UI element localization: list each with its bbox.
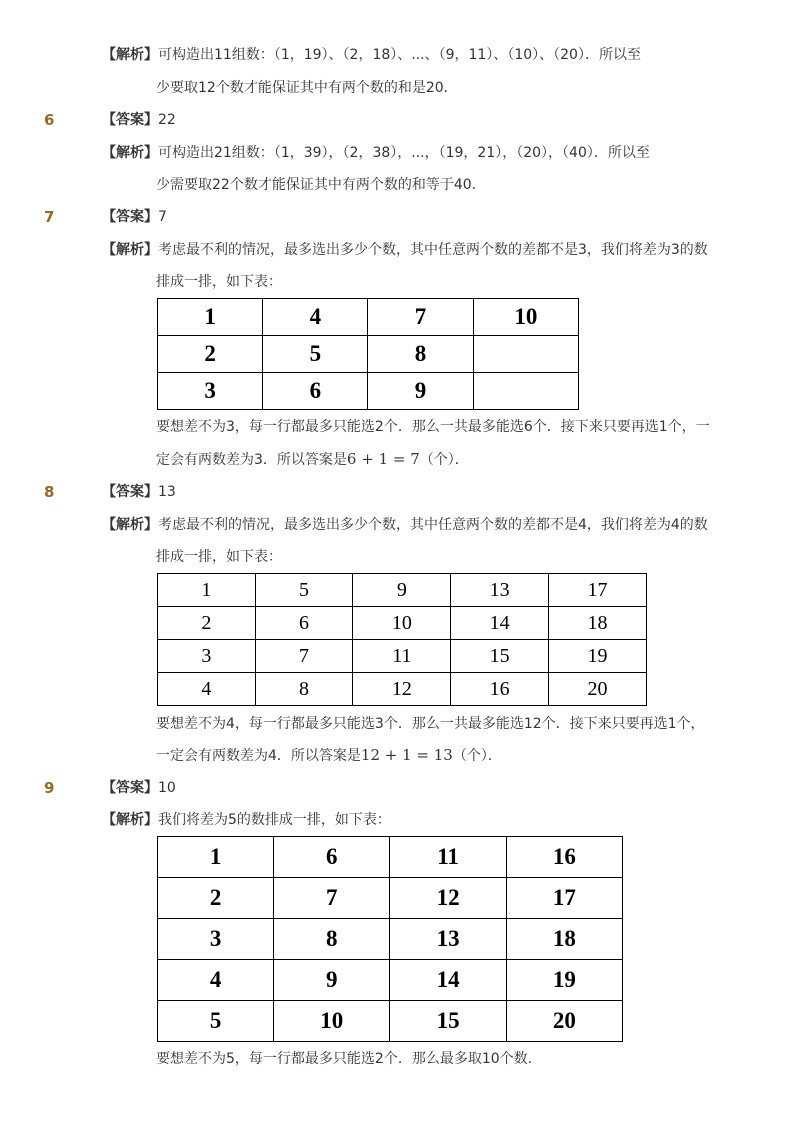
table-row [158, 607, 647, 640]
table-cell: 12 [390, 878, 506, 919]
table-cell: 11 [353, 640, 451, 673]
table-cell: 7 [274, 878, 390, 919]
q7-after-line1: 要想差不为3，每一行都最多只能选2个．那么一共最多能选6个．接下来只要再选1个，一 [156, 419, 710, 435]
table-cell: 14 [390, 960, 506, 1001]
q7-analysis [102, 242, 708, 258]
q9-analysis-line1: 我们将差为5的数排成一排，如下表： [158, 812, 391, 828]
table-row [158, 299, 579, 336]
table-cell: 19 [506, 960, 622, 1001]
table-cell: 18 [506, 919, 622, 960]
table-cell: 2 [158, 878, 274, 919]
table-cell: 18 [549, 607, 647, 640]
q8-answer: 13 [158, 484, 176, 500]
answer-label: 【答案】 [102, 484, 158, 500]
q7-after-line2-pre: 定会有两数差为3．所以答案是 [156, 452, 347, 468]
answer-label: 【答案】 [102, 209, 158, 225]
table-cell: 4 [158, 673, 256, 706]
q9-answer-row [102, 780, 176, 796]
table-cell [473, 373, 578, 410]
table-row [158, 919, 623, 960]
table-cell: 20 [549, 673, 647, 706]
table-row [158, 837, 623, 878]
table-cell: 7 [255, 640, 353, 673]
q9-table [157, 836, 623, 1042]
q8-after-line2-post: （个）． [452, 748, 502, 764]
q9-answer: 10 [158, 780, 176, 796]
analysis-label: 【解析】 [102, 517, 158, 533]
table-cell: 5 [158, 1001, 274, 1042]
table-cell: 2 [158, 336, 263, 373]
q8-after-line1: 要想差不为4，每一行都最多只能选3个．那么一共最多能选12个．接下来只要再选1个， [156, 716, 705, 732]
q5-analysis-line2: 少要取12个数才能保证其中有两个数的和是20． [156, 80, 458, 96]
q7-equation: 6 + 1 = 7 [346, 450, 420, 468]
table-cell: 1 [158, 299, 263, 336]
table-row [158, 336, 579, 373]
q6-analysis-line1: 可构造出21组数：（1，39），（2，38），...，（19，21），（20），（40）．所以至 [158, 145, 650, 161]
table-cell: 10 [473, 299, 578, 336]
table-cell: 1 [158, 837, 274, 878]
table-cell [473, 336, 578, 373]
q9-analysis [102, 812, 391, 828]
table-cell: 7 [368, 299, 473, 336]
table-cell: 1 [158, 574, 256, 607]
q8-number: 8 [44, 483, 55, 501]
q7-table [157, 298, 579, 410]
table-row [158, 640, 647, 673]
q6-analysis [102, 145, 650, 161]
table-cell: 4 [158, 960, 274, 1001]
q8-table [157, 573, 647, 706]
q8-analysis-line2: 排成一排，如下表： [156, 549, 282, 565]
analysis-label: 【解析】 [102, 242, 158, 258]
analysis-label: 【解析】 [102, 47, 158, 63]
table-row [158, 673, 647, 706]
table-cell: 9 [368, 373, 473, 410]
table-cell: 20 [506, 1001, 622, 1042]
table-row [158, 960, 623, 1001]
table-cell: 6 [255, 607, 353, 640]
table-cell: 3 [158, 640, 256, 673]
table-cell: 17 [506, 878, 622, 919]
table-cell: 14 [451, 607, 549, 640]
q6-answer-row [102, 112, 176, 128]
table-cell: 2 [158, 607, 256, 640]
table-row [158, 1001, 623, 1042]
table-cell: 15 [451, 640, 549, 673]
table-cell: 11 [390, 837, 506, 878]
q6-number: 6 [44, 111, 55, 129]
table-cell: 9 [353, 574, 451, 607]
q8-answer-row [102, 484, 176, 500]
q8-analysis [102, 517, 708, 533]
table-cell: 17 [549, 574, 647, 607]
table-row [158, 878, 623, 919]
table-cell: 6 [274, 837, 390, 878]
q6-analysis-line2: 少需要取22个数才能保证其中有两个数的和等于40． [156, 177, 486, 193]
table-cell: 3 [158, 373, 263, 410]
table-cell: 5 [263, 336, 368, 373]
analysis-label: 【解析】 [102, 812, 158, 828]
q8-equation: 12 + 1 = 13 [360, 746, 453, 764]
q5-analysis-line1: 可构造出11组数：（1，19）、（2，18）、...、（9，11）、（10）、（20）．所以至 [158, 47, 641, 63]
q7-after-line2-post: （个）． [419, 452, 469, 468]
table-cell: 4 [263, 299, 368, 336]
table-cell: 19 [549, 640, 647, 673]
q7-analysis-line2: 排成一排，如下表： [156, 274, 282, 290]
answer-label: 【答案】 [102, 112, 158, 128]
q8-analysis-line1: 考虑最不利的情况，最多选出多少个数，其中任意两个数的差都不是4，我们将差为4的数 [158, 517, 708, 533]
table-cell: 9 [274, 960, 390, 1001]
table-row [158, 373, 579, 410]
q6-answer: 22 [158, 112, 176, 128]
table-cell: 10 [274, 1001, 390, 1042]
table-cell: 16 [451, 673, 549, 706]
table-cell: 15 [390, 1001, 506, 1042]
table-cell: 16 [506, 837, 622, 878]
q5-analysis [102, 47, 641, 63]
q7-answer: 7 [158, 209, 167, 225]
table-cell: 8 [255, 673, 353, 706]
table-cell: 8 [274, 919, 390, 960]
q8-after-line2-pre: 一定会有两数差为4．所以答案是 [156, 748, 361, 764]
q7-after-line2 [156, 451, 469, 468]
table-cell: 13 [390, 919, 506, 960]
table-cell: 13 [451, 574, 549, 607]
q7-answer-row [102, 209, 167, 225]
table-cell: 8 [368, 336, 473, 373]
table-cell: 5 [255, 574, 353, 607]
q8-after-line2 [156, 747, 502, 764]
table-cell: 12 [353, 673, 451, 706]
q7-number: 7 [44, 208, 55, 226]
table-cell: 3 [158, 919, 274, 960]
table-cell: 6 [263, 373, 368, 410]
q9-number: 9 [44, 779, 55, 797]
q9-after-line1: 要想差不为5，每一行都最多只能选2个．那么最多取10个数． [156, 1051, 542, 1067]
table-cell: 10 [353, 607, 451, 640]
answer-label: 【答案】 [102, 780, 158, 796]
table-row [158, 574, 647, 607]
analysis-label: 【解析】 [102, 145, 158, 161]
q7-analysis-line1: 考虑最不利的情况，最多选出多少个数，其中任意两个数的差都不是3，我们将差为3的数 [158, 242, 708, 258]
